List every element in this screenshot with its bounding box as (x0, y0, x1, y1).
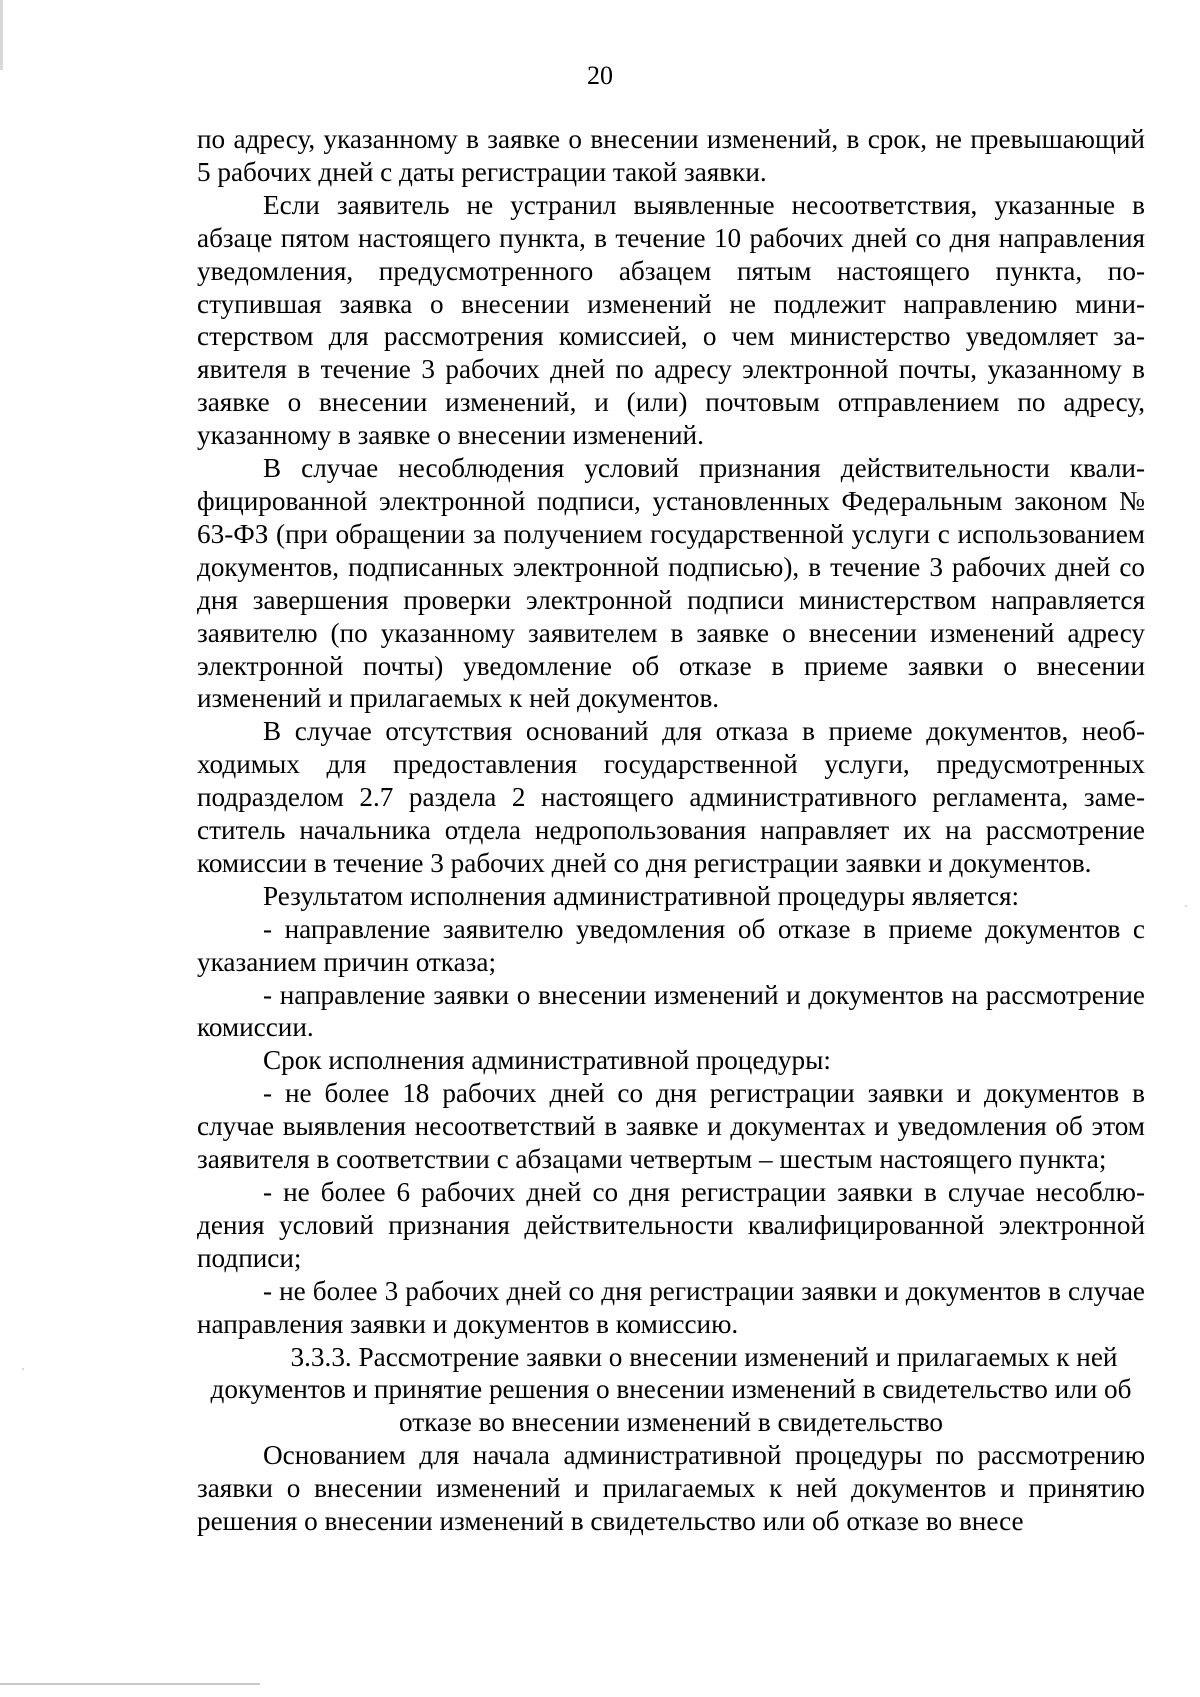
list-item-result-refusal: - направление заявителю уведомления об отказе в приеме документов с указанием причин отказа; (197, 913, 1145, 977)
list-item-term-6-days: - не более 6 рабочих дней со дня регистрации заявки в случае несоблюдения условий признания действительности квалифицированной электронной подписи; (197, 1177, 1145, 1273)
paragraph-no-refusal-grounds: В случае отсутствия оснований для отказа в приеме документов, необходимых для предоставления государственной услуги, предусмотренных подразделом 2.7 раздела 2 настоящего административного регламента, заместитель начальника отдела недропользования направляет их на рассмотрение комиссии в течение 3 рабочих дней со дня регистрации заявки и документов. (197, 716, 1145, 878)
scan-speck (1185, 905, 1187, 907)
list-item-term-3-days: - не более 3 рабочих дней со дня регистрации заявки и документов в случае направления заявки и документов в комиссию. (197, 1275, 1145, 1339)
paragraph-procedure-basis: Основанием для начала административной процедуры по рассмотрению заявки о внесении изменений и прилагаемых к ней документов и принятию решения о внесении изменений в свидетельство или об отказе во внесе (197, 1440, 1145, 1537)
list-item-term-18-days: - не более 18 рабочих дней со дня регистрации заявки и документов в случае выявления несоответствий в заявке и документах и уведомления об этом заявителя в соответствии с абзацами четвертым – шестым настоящего пункта; (197, 1078, 1145, 1175)
paragraph-continuation: по адресу, указанному в заявке о внесении изменений, в срок, не превышающий 5 рабочих дней с даты регистрации такой заявки. (197, 124, 1145, 187)
page-number: 20 (587, 61, 613, 90)
scan-bottom-edge (0, 1683, 260, 1685)
paragraph-term-intro: Срок исполнения административной процедуры: (263, 1045, 831, 1076)
paragraph-unresolved-discrepancies: Если заявитель не устранил выявленные несоответствия, указанные в абзаце пятом настоящего пункта, в течение 10 рабочих дней со дня направления уведомления, предусмотренного абзацем пятым настоящего пункта, поступившая заявка о внесении изменений не подлежит направлению министерством для рассмотрения комиссией, о чем министерство уведомляет заявителя в течение 3 рабочих дней по адресу электронной почты, указанному в заявке о внесении изменений, и (или) почтовым отправлением по адресу, указанному в заявке о внесении изменений. (197, 189, 1145, 451)
paragraph-result-intro: Результатом исполнения административной процедуры является: (263, 880, 1020, 911)
scan-speck (22, 1368, 24, 1370)
document-body (197, 123, 1145, 1538)
paragraph-signature-check: В случае несоблюдения условий признания действительности квалифицированной электронной подписи, установленных Федеральным законом № 63-ФЗ (при обращении за получением государственной услуги с использованием документов, подписанных электронной подписью), в течение 3 рабочих дней со дня завершения проверки электронной подписи министерством направляется заявителю (по указанному заявителем в заявке о внесении изменений адресу электронной почты) уведомление об отказе в приеме заявки о внесении изменений и прилагаемых к ней документов. (197, 453, 1145, 714)
section-heading-3-3-3: 3.3.3. Рассмотрение заявки о внесении изменений и прилагаемых к ней документов и принятие решения о внесении изменений в свидетельство или об отказе во внесении изменений в свидетельство (210, 1341, 1132, 1438)
list-item-result-commission: - направление заявки о внесении изменений и документов на рассмотрение комиссии. (197, 979, 1145, 1043)
